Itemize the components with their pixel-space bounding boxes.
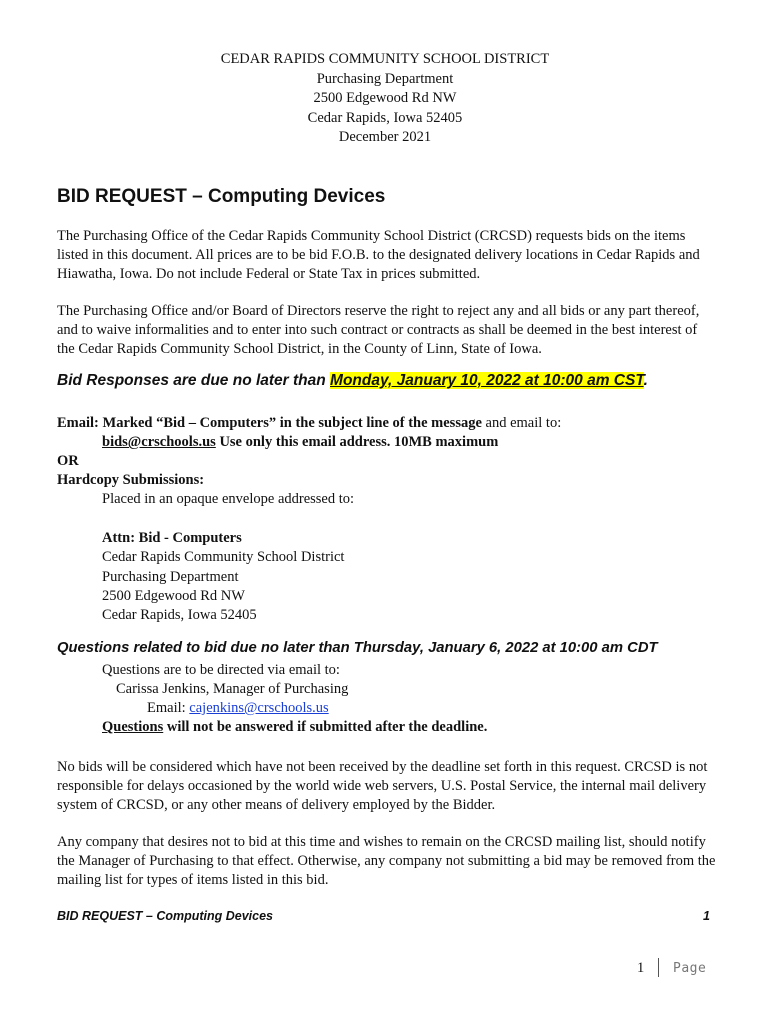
footer-title: BID REQUEST – Computing Devices	[57, 909, 274, 923]
or-label: OR	[57, 453, 79, 469]
hardcopy-label: Hardcopy Submissions:	[57, 472, 205, 488]
document-title: BID REQUEST – Computing Devices	[57, 186, 386, 207]
questions-directed: Questions are to be directed via email to:	[102, 662, 340, 678]
questions-warning	[102, 718, 487, 737]
page-word: Page	[673, 961, 707, 976]
hardcopy-department: Purchasing Department	[102, 569, 239, 585]
letterhead	[0, 50, 770, 148]
footer-number: 1	[703, 909, 710, 923]
street-address: 2500 Edgewood Rd NW	[313, 90, 457, 106]
questions-warning-word: Questions	[102, 719, 164, 735]
due-date-line	[57, 372, 648, 390]
hardcopy-org: Cedar Rapids Community School District	[102, 549, 345, 565]
email-note: Use only this email address. 10MB maximum	[215, 434, 499, 450]
email-submission-tail: and email to:	[481, 415, 562, 431]
mailing-list-paragraph: Any company that desires not to bid at this time and wishes to remain on the CRCSD mailing list, should notify the Manager of Purchasing to that effect. Otherwise, any company not submitting a bid may be removed from the mailing list for types of items listed in this bid.	[57, 834, 716, 888]
hardcopy-instruction: Placed in an opaque envelope addressed to:	[102, 491, 355, 507]
questions-email-link[interactable]: cajenkins@crschools.us	[189, 700, 329, 716]
district-name: CEDAR RAPIDS COMMUNITY SCHOOL DISTRICT	[220, 51, 550, 67]
city-address: Cedar Rapids, Iowa 52405	[307, 109, 463, 126]
due-suffix: .	[643, 372, 648, 389]
questions-heading: Questions related to bid due no later than Thursday, January 6, 2022 at 10:00 am CDT	[57, 640, 658, 656]
questions-contact: Carissa Jenkins, Manager of Purchasing	[116, 681, 349, 697]
bids-email-link[interactable]: bids@crschools.us	[102, 434, 216, 450]
questions-email-label: Email:	[147, 700, 190, 716]
due-deadline: Monday, January 10, 2022 at 10:00 am CST	[330, 372, 644, 389]
due-prefix: Bid Responses are due no later than	[57, 372, 331, 389]
page-divider	[658, 958, 659, 977]
attn-line: Attn: Bid - Computers	[102, 530, 242, 546]
email-address-line	[102, 433, 498, 452]
hardcopy-city: Cedar Rapids, Iowa 52405	[102, 607, 257, 623]
page-number: 1	[637, 960, 645, 976]
hardcopy-street: 2500 Edgewood Rd NW	[102, 588, 245, 604]
late-bids-paragraph: No bids will be considered which have not been received by the deadline set forth in this request. CRCSD is not responsible for delays occasioned by the world wide web servers, U.S. Postal Service, the internal mail delivery system of CRCSD, or any other means of delivery employed by the Bidder.	[57, 759, 708, 813]
questions-warning-rest: will not be answered if submitted after the deadline.	[163, 719, 488, 735]
questions-email-line	[147, 699, 329, 718]
rights-paragraph: The Purchasing Office and/or Board of Directors reserve the right to reject any and all bids or any part thereof, and to waive informalities and to enter into such contract or contracts as shall be deemed in the best interest of the Cedar Rapids Community School District, in the County of Linn, State of Iowa.	[57, 303, 700, 357]
intro-paragraph: The Purchasing Office of the Cedar Rapids Community School District (CRCSD) requests bids on the items listed in this document. All prices are to be bid F.O.B. to the designated delivery locations in Cedar Rapids and Hiawatha, Iowa. Do not include Federal or State Tax in prices submitted.	[57, 228, 700, 282]
department-name: Purchasing Department	[316, 70, 454, 87]
email-submission-label: Email: Marked “Bid – Computers” in the subject line of the message	[57, 415, 482, 431]
document-date: December 2021	[338, 129, 432, 145]
email-submission-line	[57, 414, 561, 433]
